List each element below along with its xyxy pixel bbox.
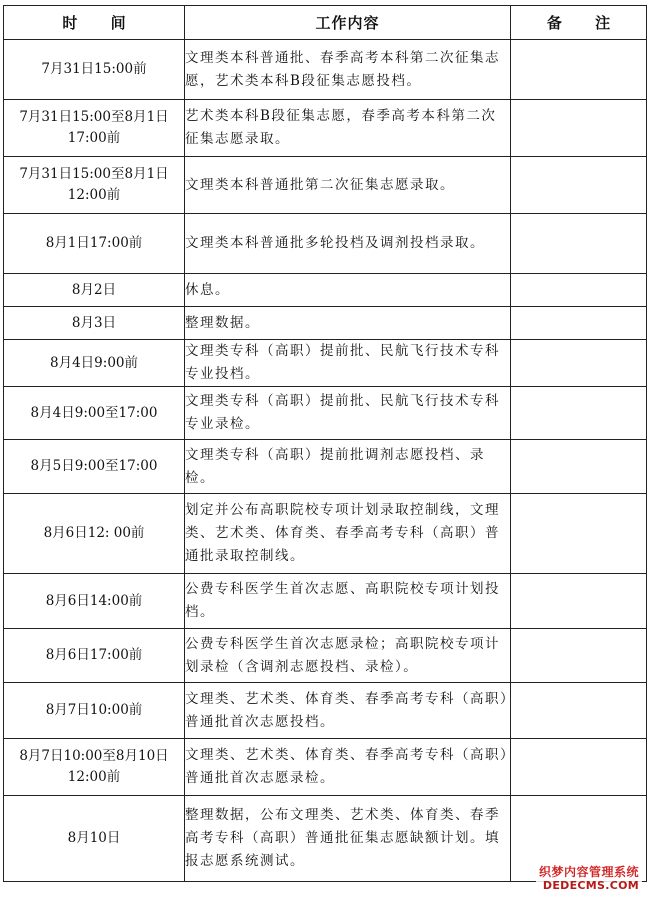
cell-remark [511,100,647,157]
cell-time: 8月6日14:00前 [4,574,185,629]
cell-remark [511,629,647,683]
table-header-row [4,6,647,40]
table-row [4,739,647,796]
cell-time: 8月7日10:00至8月10日12:00前 [4,739,185,796]
cell-time: 7月31日15:00至8月1日12:00前 [4,157,185,214]
cell-content: 文理类专科（高职）提前批调剂志愿投档、录检。 [185,440,511,494]
watermark-name: 织梦内容管理系统 [538,865,639,879]
cell-time: 8月3日 [4,307,185,340]
cell-time: 8月7日10:00前 [4,683,185,739]
table-row [4,440,647,494]
cell-remark [511,157,647,214]
cell-content: 休息。 [185,274,511,307]
cell-time: 8月5日9:00至17:00 [4,440,185,494]
table-row [4,683,647,739]
table-row [4,157,647,214]
cell-content: 文理类专科（高职）提前批、民航飞行技术专科专业录检。 [185,387,511,440]
cell-remark [511,274,647,307]
cell-remark [511,214,647,274]
table-row [4,274,647,307]
header-time: 时 间 [4,6,185,40]
table-row [4,214,647,274]
cell-content: 公费专科医学生首次志愿、高职院校专项计划投档。 [185,574,511,629]
table-row [4,387,647,440]
table-row [4,100,647,157]
cell-remark [511,574,647,629]
cell-remark [511,307,647,340]
cell-remark [511,440,647,494]
table-row [4,307,647,340]
cell-content: 整理数据。 [185,307,511,340]
cell-content: 文理类本科普通批第二次征集志愿录取。 [185,157,511,214]
cell-time: 7月31日15:00至8月1日17:00前 [4,100,185,157]
table-row [4,40,647,100]
cell-remark [511,387,647,440]
cell-remark [511,739,647,796]
cell-time: 7月31日15:00前 [4,40,185,100]
cell-content: 文理类、艺术类、体育类、春季高考专科（高职）普通批首次志愿投档。 [185,683,511,739]
cell-remark [511,340,647,387]
cell-time: 8月4日9:00前 [4,340,185,387]
cell-content: 文理类本科普通批、春季高考本科第二次征集志愿，艺术类本科B段征集志愿投档。 [185,40,511,100]
site-watermark [536,863,642,895]
admission-schedule-table [3,5,647,882]
table-row [4,629,647,683]
header-remark: 备 注 [511,6,647,40]
cell-remark [511,683,647,739]
cell-time: 8月4日9:00至17:00 [4,387,185,440]
cell-content: 划定并公布高职院校专项计划录取控制线，文理类、艺术类、体育类、春季高考专科（高职）普通批录取控制线。 [185,494,511,574]
cell-remark [511,40,647,100]
cell-remark [511,494,647,574]
cell-time: 8月6日17:00前 [4,629,185,683]
cell-time: 8月10日 [4,796,185,882]
cell-time: 8月6日12: 00前 [4,494,185,574]
table-row [4,340,647,387]
table-row [4,574,647,629]
cell-content: 公费专科医学生首次志愿录检；高职院校专项计划录检（含调剂志愿投档、录检）。 [185,629,511,683]
cell-content: 整理数据，公布文理类、艺术类、体育类、春季高考专科（高职）普通批征集志愿缺额计划。填报志愿系统测试。 [185,796,511,882]
cell-content: 艺术类本科B段征集志愿，春季高考本科第二次征集志愿录取。 [185,100,511,157]
cell-content: 文理类、艺术类、体育类、春季高考专科（高职）普通批首次志愿录检。 [185,739,511,796]
cell-content: 文理类专科（高职）提前批、民航飞行技术专科专业投档。 [185,340,511,387]
cell-content: 文理类本科普通批多轮投档及调剂投档录取。 [185,214,511,274]
table-row [4,494,647,574]
cell-time: 8月2日 [4,274,185,307]
watermark-url: DEDECMS.COM [542,879,639,892]
cell-time: 8月1日17:00前 [4,214,185,274]
header-content: 工作内容 [185,6,511,40]
